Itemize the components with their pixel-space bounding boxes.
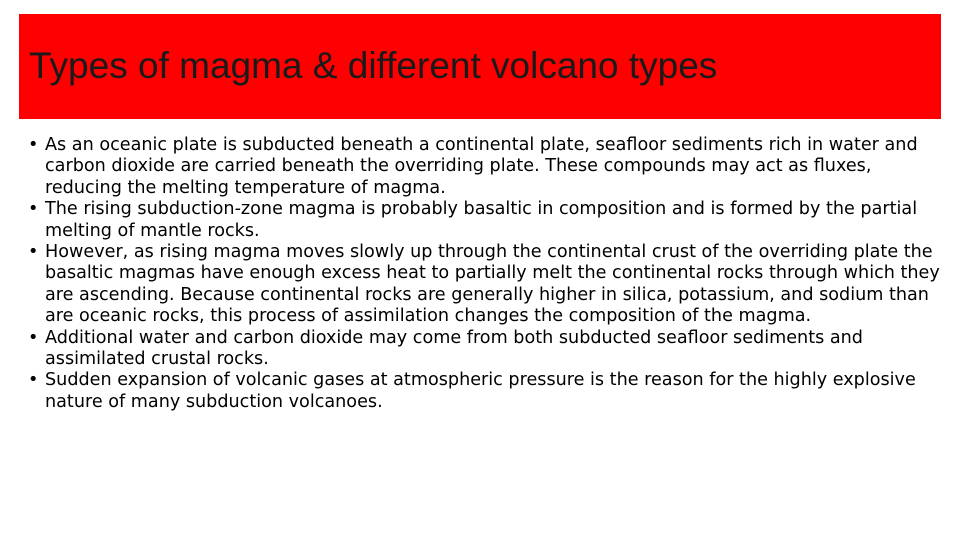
title-bar	[19, 14, 941, 119]
bullet-text: Additional water and carbon dioxide may come from both subducted seafloor sediments and assimilated crustal rocks.	[45, 327, 863, 370]
slide-title: Types of magma & different volcano types	[29, 45, 718, 86]
bullet-text: However, as rising magma moves slowly up through the continental crust of the overriding plate the basaltic magmas have enough excess heat to partially melt the continental rocks through which they are ascending. Because continental rocks are generally higher in silica, potassium, and sodium than are oceanic rocks, this process of assimilation changes the composition of the magma.	[45, 242, 940, 327]
bullet-item	[28, 370, 943, 413]
bullet-text: As an oceanic plate is subducted beneath a continental plate, seafloor sediments rich in water and carbon dioxide are carried beneath the overriding plate. These compounds may act as fluxes, reducing the melting temperature of magma.	[45, 135, 918, 198]
bullet-marker: •	[28, 199, 39, 220]
bullet-item	[28, 242, 943, 328]
bullet-marker: •	[28, 242, 39, 263]
bullet-list	[28, 135, 943, 413]
bullet-text: The rising subduction-zone magma is probably basaltic in composition and is formed by the partial melting of mantle rocks.	[45, 199, 918, 241]
bullet-item	[28, 328, 943, 371]
bullet-text: Sudden expansion of volcanic gases at atmospheric pressure is the reason for the highly explosive nature of many subduction volcanoes.	[45, 370, 916, 412]
bullet-marker: •	[28, 135, 39, 155]
bullet-marker: •	[28, 370, 39, 391]
bullet-item	[28, 199, 943, 242]
bullet-item	[28, 135, 943, 199]
bullet-marker: •	[28, 327, 39, 348]
